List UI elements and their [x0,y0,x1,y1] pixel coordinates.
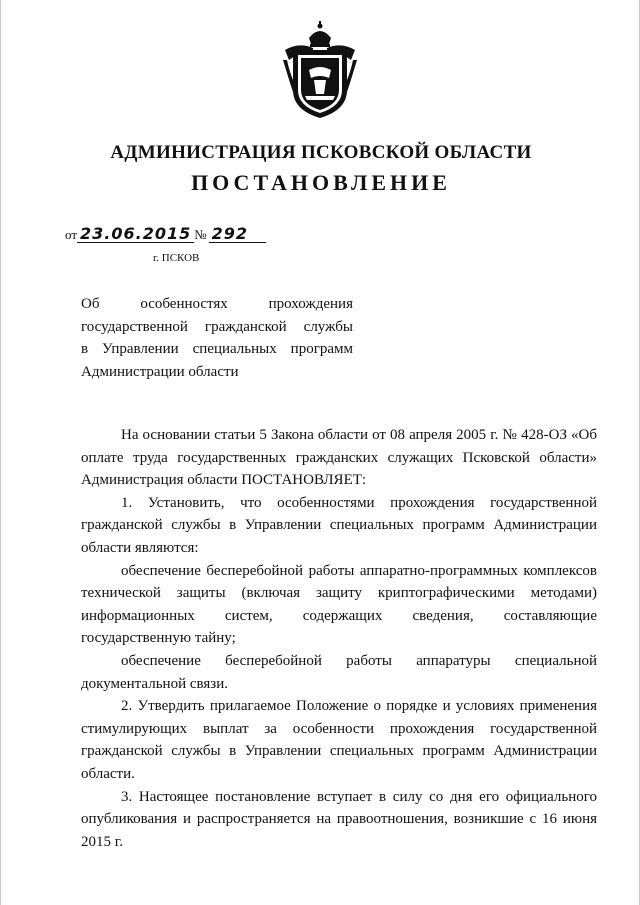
subject-word: Об [81,296,100,312]
number-sign: № [194,227,207,242]
city-label: г. ПСКОВ [153,252,200,264]
subject-line [81,293,353,316]
date-number-line [65,226,266,243]
body-paragraph-subitem-2: обеспечение бесперебойной работы аппаратуры специальной документальной связи. [81,652,597,692]
body-paragraph-item-2: 2. Утвердить прилагаемое Положение о порядке и условиях применения стимулирующих выплат за особенности прохождения государственной гражданской службы в Управлении специальных программ Администрации области. [81,698,597,782]
subject-line: в Управлении специальных программ [81,341,353,357]
subject-line: Администрации области [81,363,239,380]
body-paragraph-preamble: На основании статьи 5 Закона области от 08 апреля 2005 г. № 428-ОЗ «Об оплате труда государственных гражданских служащих Псковской области» Администрация области ПОСТАНОВЛЯЕТ: [81,427,597,489]
body-paragraph-item-1: 1. Установить, что особенностями прохождения государственной гражданской службы в Управлении специальных программ Администрации области являются: [81,494,597,556]
coat-of-arms-icon [279,20,361,120]
date-prefix: от [65,227,78,242]
document-subject [81,293,353,383]
body-paragraph-subitem-1: обеспечение бесперебойной работы аппаратно-программных комплексов технической защиты (включая защиту криптографическими методами) информационных систем, содержащих сведения, составляющие государственную тайну; [81,562,597,647]
document-type: ПОСТАНОВЛЕНИЕ [191,170,451,195]
subject-line: государственной гражданской службы [81,318,353,335]
handwritten-number: 292 [209,226,266,243]
handwritten-date: 23.06.2015 [77,226,194,243]
subject-word: особенностях [140,296,228,312]
body-paragraph-item-3: 3. Настоящее постановление вступает в силу со дня его официального опубликования и распространяется на правоотношения, возникшие с 16 июня 2015 г. [81,788,597,850]
subject-word: прохождения [268,296,353,312]
organization-name: АДМИНИСТРАЦИЯ ПСКОВСКОЙ ОБЛАСТИ [110,142,532,163]
document-body [81,424,597,853]
